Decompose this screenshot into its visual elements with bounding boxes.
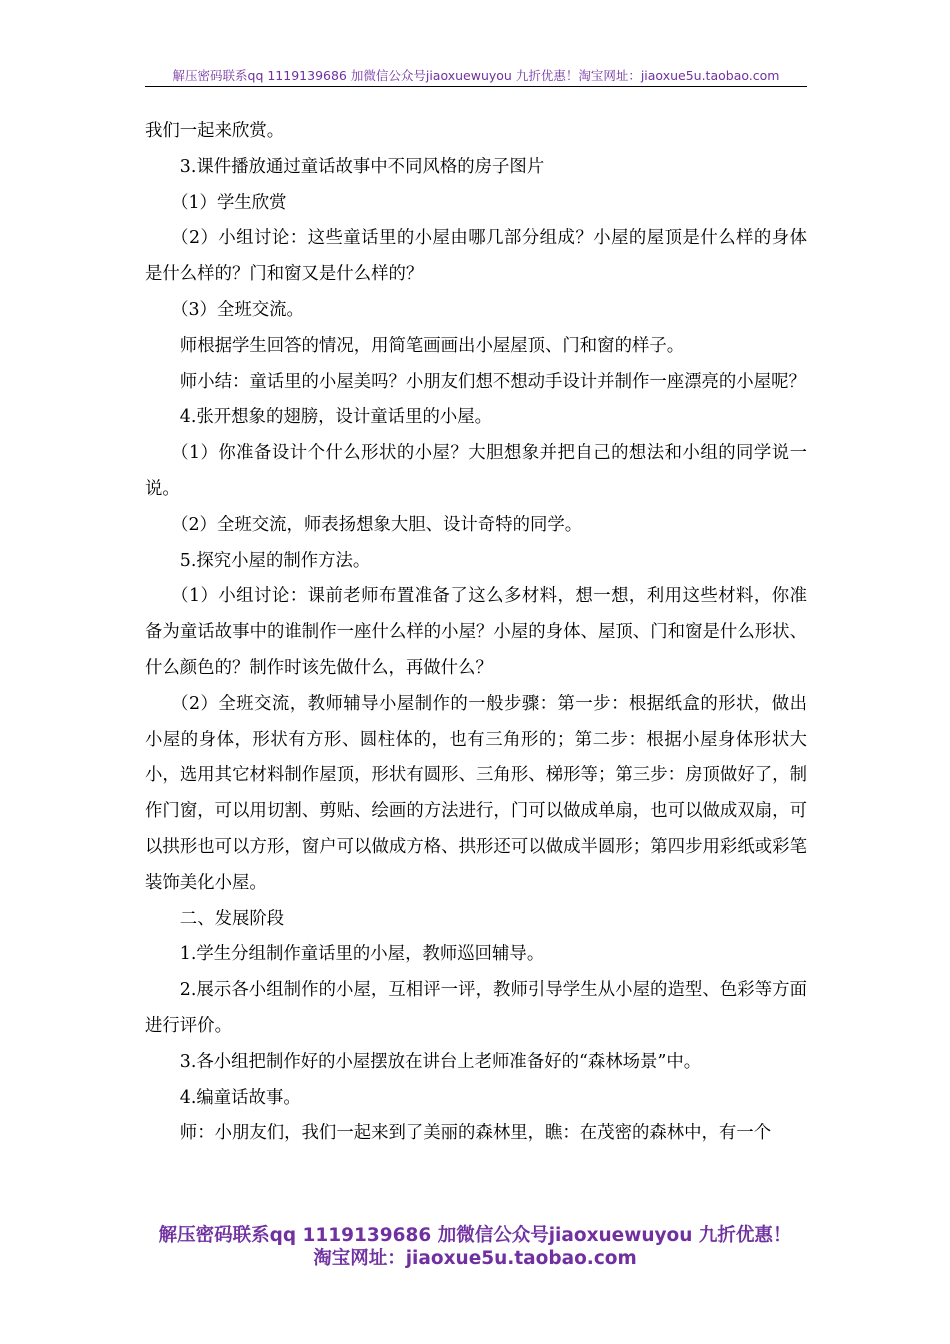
document-body bbox=[145, 114, 807, 1152]
paragraph: 师根据学生回答的情况，用简笔画画出小屋屋顶、门和窗的样子。 bbox=[179, 335, 685, 356]
paragraph: 3.各小组把制作好的小屋摆放在讲台上老师准备好的“森林场景”中。 bbox=[179, 1051, 702, 1072]
paragraph: 师小结：童话里的小屋美吗？小朋友们想不想动手设计并制作一座漂亮的小屋呢？ bbox=[179, 371, 806, 392]
paragraph: 3.课件播放通过童话故事中不同风格的房子图片 bbox=[179, 156, 545, 177]
paragraph: （2）全班交流，教师辅导小屋制作的一般步骤：第一步：根据纸盒的形状，做出小屋的身体，形状有方形、圆柱体的，也有三角形的；第二步：根据小屋身体形状大小，选用其它材料制作屋顶，形状有圆形、三角形、梯形等；第三步：房顶做好了，制作门窗，可以用切割、剪贴、绘画的方法进行，门可以做成单扇，也可以做成双扇，可以拱形也可以方形，窗户可以做成方格、拱形还可以做成半圆形；第四步用彩纸或彩笔装饰美化小屋。 bbox=[145, 693, 807, 893]
paragraph: 我们一起来欣赏。 bbox=[145, 121, 285, 141]
paragraph: （2）全班交流，师表扬想象大胆、设计奇特的同学。 bbox=[171, 514, 583, 535]
header-divider bbox=[145, 86, 807, 87]
paragraph: 1.学生分组制作童话里的小屋，教师巡回辅导。 bbox=[179, 944, 545, 965]
paragraph: （3）全班交流。 bbox=[171, 299, 304, 320]
paragraph: 4.编童话故事。 bbox=[179, 1087, 301, 1108]
paragraph: 2.展示各小组制作的小屋，互相评一评，教师引导学生从小屋的造型、色彩等方面进行评价。 bbox=[145, 980, 807, 1036]
paragraph: 4.张开想象的翅膀，设计童话里的小屋。 bbox=[179, 407, 493, 428]
footer-line-2: 淘宝网址：jiaoxue5u.taobao.com bbox=[313, 1248, 637, 1269]
paragraph: （1）你准备设计个什么形状的小屋？大胆想象并把自己的想法和小组的同学说一说。 bbox=[145, 443, 807, 499]
paragraph: （1）学生欣赏 bbox=[171, 192, 287, 213]
paragraph: 5.探究小屋的制作方法。 bbox=[179, 550, 371, 571]
paragraph: 师：小朋友们，我们一起来到了美丽的森林里，瞧：在茂密的森林中，有一个 bbox=[179, 1123, 772, 1144]
paragraph: （1）小组讨论：课前老师布置准备了这么多材料，想一想，利用这些材料，你准备为童话故事中的谁制作一座什么样的小屋？小屋的身体、屋顶、门和窗是什么形状、什么颜色的？制作时该先做什么，再做什么？ bbox=[145, 586, 807, 678]
paragraph: （2）小组讨论：这些童话里的小屋由哪几部分组成？小屋的屋顶是什么样的身体是什么样的？门和窗又是什么样的？ bbox=[145, 228, 807, 285]
section-heading: 二、发展阶段 bbox=[179, 908, 285, 929]
page-header: 解压密码联系qq 1119139686 加微信公众号jiaoxuewuyou 九折优惠！淘宝网址：jiaoxue5u.taobao.com bbox=[172, 68, 780, 83]
footer-line-1: 解压密码联系qq 1119139686 加微信公众号jiaoxuewuyou 九折优惠！ bbox=[158, 1225, 792, 1246]
